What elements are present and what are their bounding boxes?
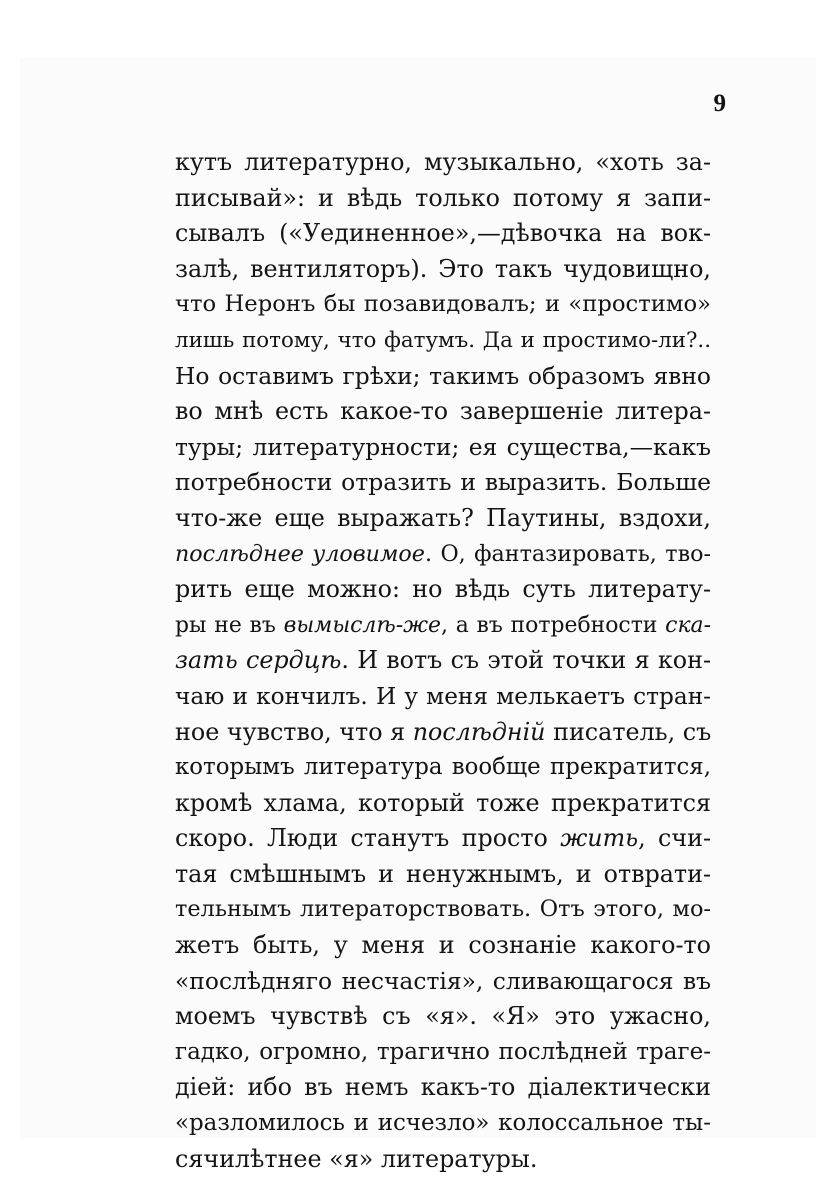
text-line — [175, 715, 711, 751]
text-line: сывалъ («Уединенное»,—дѣвочка на вок- — [175, 219, 711, 248]
text-line: моемъ чувствѣ съ «я». «Я» это ужасно, — [175, 1002, 711, 1031]
text-line: что Неронъ бы позавидовалъ; и «простимо» — [175, 291, 711, 318]
body-text — [175, 145, 711, 1177]
text-line: сячилѣтнее «я» литературы. — [175, 1144, 538, 1173]
text-line: писывай»: и вѣдь только потому я запи- — [175, 183, 711, 212]
text-line: залѣ, вентиляторъ). Это такъ чудовищно, — [175, 254, 711, 283]
text-line: гадко, огромно, трагично послѣдней траге- — [175, 1038, 711, 1065]
text-line: тая смѣшнымъ и ненужнымъ, и отврати- — [175, 859, 711, 888]
text-segment: . И вотъ съ этой точки я кон- — [341, 646, 711, 675]
page-number: 9 — [713, 90, 726, 117]
text-segment: ное чувство, что я — [175, 717, 413, 746]
text-segment: , счи- — [638, 824, 711, 853]
text-line: потребности отразить и выразить. Больше — [175, 468, 711, 497]
text-segment: ры не въ — [175, 612, 284, 638]
italic-text: зать сердцѣ — [175, 646, 342, 675]
italic-text: ска- — [665, 612, 711, 638]
text-line: кромѣ хлама, который тоже прекратится — [175, 788, 711, 817]
text-line: «послѣдняго несчастія», сливающагося въ — [175, 966, 711, 995]
text-line: рить еще можно: но вѣдь суть литерату- — [175, 575, 711, 604]
text-line: кутъ литературно, музыкально, «хоть за- — [175, 148, 711, 176]
text-line: «разломилось и исчезло» колоссальное ты- — [175, 1110, 711, 1137]
text-segment: писатель, съ — [545, 717, 712, 746]
text-segment: , а въ потребности — [440, 612, 666, 638]
text-line: чаю и кончилъ. И у меня мелькаетъ стран- — [175, 682, 711, 710]
text-line — [175, 821, 711, 857]
italic-text: послѣдній — [412, 717, 546, 746]
text-line: тельнымъ литераторствовать. Отъ этого, мо- — [175, 896, 711, 923]
text-line: туры; литературности; ея существа,—какъ — [175, 432, 711, 461]
text-line: діей: ибо въ немъ какъ-то діалектически — [175, 1073, 711, 1102]
text-segment: скоро. Люди станутъ просто — [175, 824, 561, 853]
text-line: лишь потому, что фатумъ. Да и простимо-ли?.. — [175, 327, 711, 353]
text-line: во мнѣ есть какое-то завершеніе литера- — [175, 397, 711, 426]
text-line: Но оставимъ грѣхи; такимъ образомъ явно — [175, 361, 711, 390]
text-line: которымъ литература вообще прекратится, — [175, 754, 711, 781]
text-line: что-же еще выражать? Паутины, вздохи, — [175, 503, 711, 532]
text-line — [175, 537, 711, 573]
text-line — [175, 643, 711, 679]
italic-text: послѣднее уловимое — [175, 540, 425, 567]
text-line: жетъ быть, у меня и сознаніе какого-то — [175, 931, 711, 960]
italic-text: жить — [560, 824, 639, 853]
text-line — [175, 608, 711, 644]
italic-text: вымыслѣ-же — [283, 612, 441, 638]
text-segment: . О, фантазировать, тво- — [424, 540, 711, 567]
